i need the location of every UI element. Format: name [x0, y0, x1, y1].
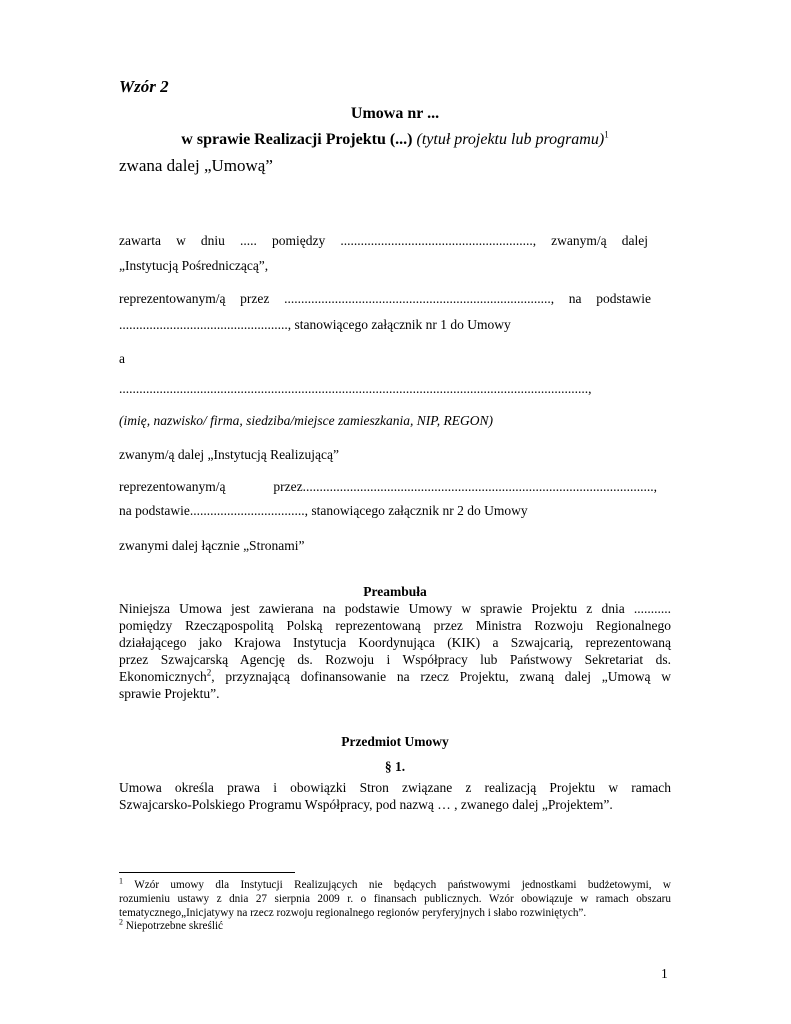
title-line-3: zwana dalej „Umową” — [119, 156, 273, 175]
subject-line: Szwajcarsko-Polskiego Programu Współpracy, pod nazwą … , zwanego dalej „Projektem”. — [119, 797, 613, 812]
title-italic: (tytuł projektu lub programu) — [412, 131, 605, 148]
footnote-2 — [119, 917, 224, 933]
footnote-2-marker: 2 — [119, 917, 123, 927]
footnote-ref-2: 2 — [206, 667, 212, 678]
footnote-2-text: Niepotrzebne skreślić — [123, 920, 224, 932]
subject-heading: Przedmiot Umowy — [341, 734, 449, 749]
section-number: § 1. — [384, 759, 406, 774]
footnote-1-text: Wzór umowy dla Instytucji Realizujących nie będących państwowymi jednostkami budżetowymi, w — [123, 879, 671, 891]
page-number: 1 — [661, 966, 668, 981]
preamble-heading: Preambuła — [363, 584, 427, 599]
parties-line-2: „Instytucją Pośredniczącą”, — [119, 258, 269, 273]
pattern-label: Wzór 2 — [119, 77, 169, 96]
footnote-1-line: tematycznego„Inicjatywy na rzecz rozwoju regionalnego regionów peryferyjnych i słabo rozwiniętych”. — [119, 907, 587, 919]
parties-line-3: reprezentowanym/ą przez ..............................................................................., na podstawie — [119, 291, 651, 306]
preamble-line: działającego jako Krajowa Instytucja Koordynująca (KIK) a Szwajcarią, reprezentowaną — [119, 635, 671, 650]
party-details: (imię, nazwisko/ firma, siedziba/miejsce zamieszkania, NIP, REGON) — [119, 413, 493, 428]
parties-line-1: zawarta w dniu ..... pomiędzy ........................................................., zwanym/ą dalej — [119, 233, 648, 248]
footnote-1-marker: 1 — [119, 876, 123, 886]
parties-line-5: zwanym/ą dalej „Instytucją Realizującą” — [119, 447, 340, 462]
footnote-separator — [119, 872, 295, 873]
parties-line-8: zwanymi dalej łącznie „Stronami” — [119, 538, 305, 553]
title-line-2 — [119, 130, 671, 150]
preamble-line-5-b: , przyznającą dofinansowanie na rzecz Projektu, zwaną dalej „Umową w — [211, 669, 671, 684]
title-bold: w sprawie Realizacji Projektu (...) — [181, 131, 413, 148]
footnote-1-line: rozumieniu ustawy z dnia 27 sierpnia 2009 r. o finansach publicznych. Wzór obowiązuje w ramach obszaru — [119, 893, 671, 905]
parties-line-4: .................................................., stanowiącego załącznik nr 1 do Umowy — [119, 317, 511, 332]
preamble-line: Niniejsza Umowa jest zawierana na podstawie Umowy w sprawie Projektu z dnia ........... — [119, 601, 671, 616]
footnote-1-line — [119, 876, 671, 892]
preamble-line: pomiędzy Rzecząpospolitą Polską reprezentowaną przez Ministra Rozwoju Regionalnego — [119, 618, 671, 633]
footnote-ref-1: 1 — [604, 129, 609, 140]
parties-line-7: na podstawie.................................., stanowiącego załącznik nr 2 do Umowy — [119, 503, 528, 518]
parties-and: a — [119, 351, 125, 366]
preamble-line: przez Szwajcarską Agencję ds. Rozwoju i Współpracy lub Państwowy Sekretariat ds. — [119, 652, 671, 667]
title-line-1: Umowa nr ... — [350, 105, 440, 122]
preamble-line — [119, 668, 671, 685]
preamble-line-5-a: Ekonomicznych — [119, 669, 207, 684]
subject-line: Umowa określa prawa i obowiązki Stron związane z realizacją Projektu w ramach — [119, 780, 671, 795]
parties-dots-line: ..........................................................................................................................................., — [119, 381, 592, 396]
preamble-line: sprawie Projektu”. — [119, 686, 220, 701]
parties-line-6: reprezentowanym/ą przez........................................................................................................, — [119, 479, 657, 494]
